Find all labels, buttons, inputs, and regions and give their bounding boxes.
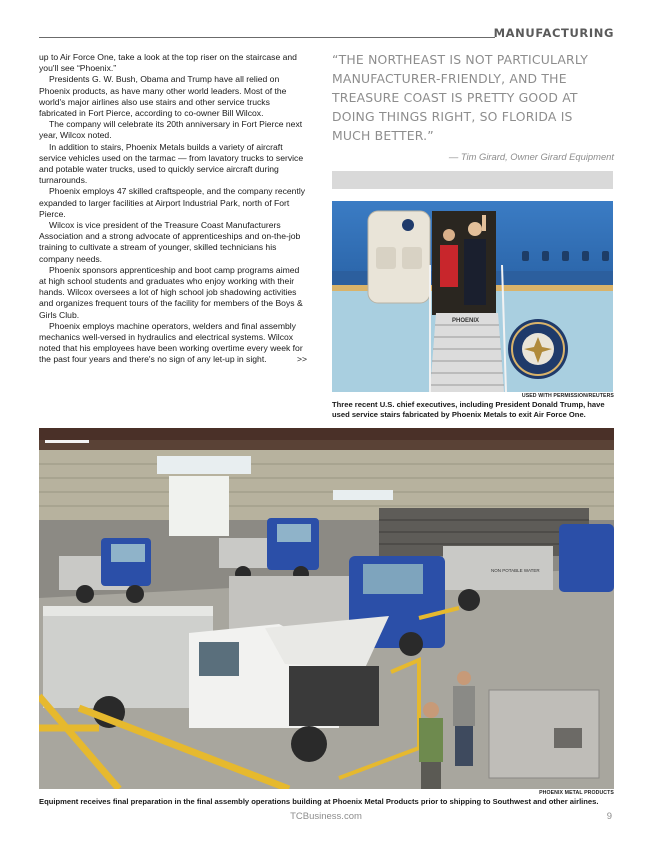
- header-rule: [39, 37, 495, 38]
- article-paragraph: Presidents G. W. Bush, Obama and Trump have all relied on Phoenix products, as have many other world leaders. Most of the world's major airlines also use stairs and other service trucks fabricated in Fort Pierce, according to co-owner Bill Wilcox.: [39, 74, 287, 119]
- article-paragraph: Phoenix sponsors apprenticeship and boot camp programs aimed at high school students and graduates who enjoy working with their hands. Wilcox oversees a lot of high school job shadowing activities and organizes frequent tours of the facility for members of the Boys & Girls Club.: [39, 264, 303, 320]
- quote-attribution: — Tim Girard, Owner Girard Equipment: [448, 151, 614, 162]
- section-label: MANUFACTURING: [493, 26, 614, 40]
- air-force-one-photo: [332, 201, 613, 392]
- article-paragraph: up to Air Force One, take a look at the top riser on the staircase and you'll see “Phoenix.”: [39, 52, 297, 74]
- stair-brand-text: PHOENIX: [452, 318, 480, 324]
- article-paragraph: Phoenix employs machine operators, welders and final assembly mechanics well-versed in hydraulics and electrical systems. Wilcox noted that his employees have been working overtime every week for the past four years and there's no sign of any let-up in sight.: [39, 320, 303, 365]
- ad-placeholder-bar: [332, 171, 613, 189]
- article-column: [39, 52, 307, 366]
- continued-marker[interactable]: >>: [296, 354, 307, 365]
- footer-site[interactable]: TCBusiness.com: [290, 811, 362, 822]
- truck-panel-label: NON POTABLE WATER: [491, 568, 540, 573]
- article-paragraph: In addition to stairs, Phoenix Metals builds a variety of aircraft service vehicles used on the tarmac — from lavatory trucks to service and potable water trucks, used to quickly service aircraft during turnarounds.: [39, 141, 304, 186]
- af1-caption: Three recent U.S. chief executives, including President Donald Trump, have used service stairs fabricated by Phoenix Metals to exit Air Force One.: [332, 400, 605, 419]
- page-number: 9: [606, 811, 612, 822]
- plant-caption: Equipment receives final preparation in the final assembly operations building at Phoenix Metal Products prior to shipping to Southwest and other airlines.: [39, 797, 599, 806]
- article-paragraph: The company will celebrate its 20th anniversary in Fort Pierce next year, Wilcox noted.: [39, 119, 303, 141]
- article-paragraph: Phoenix employs 47 skilled craftspeople, and the company recently expanded to larger facilities at Airport Industrial Park, north of Fort Pierce.: [39, 186, 306, 219]
- assembly-plant-photo: [39, 428, 614, 789]
- af1-photo-credit: USED WITH PERMISSION/REUTERS: [521, 393, 614, 399]
- air-force-one-illustration: [332, 201, 613, 392]
- plant-photo-credit: PHOENIX METAL PRODUCTS: [539, 790, 614, 796]
- pull-quote: “THE NORTHEAST IS NOT PARTICULARLY MANUFACTURER-FRIENDLY, AND THE TREASURE COAST IS PRETTY GOOD AT DOING THINGS RIGHT, SO FLORIDA IS MUCH BETTER.”: [332, 52, 589, 143]
- article-paragraph: Wilcox is vice president of the Treasure Coast Manufacturers Association and a strong advocate of apprenticeships and on-the-job training to cultivate a stream of younger, skilled technicians his company needs.: [39, 220, 301, 264]
- assembly-plant-illustration: [39, 428, 614, 789]
